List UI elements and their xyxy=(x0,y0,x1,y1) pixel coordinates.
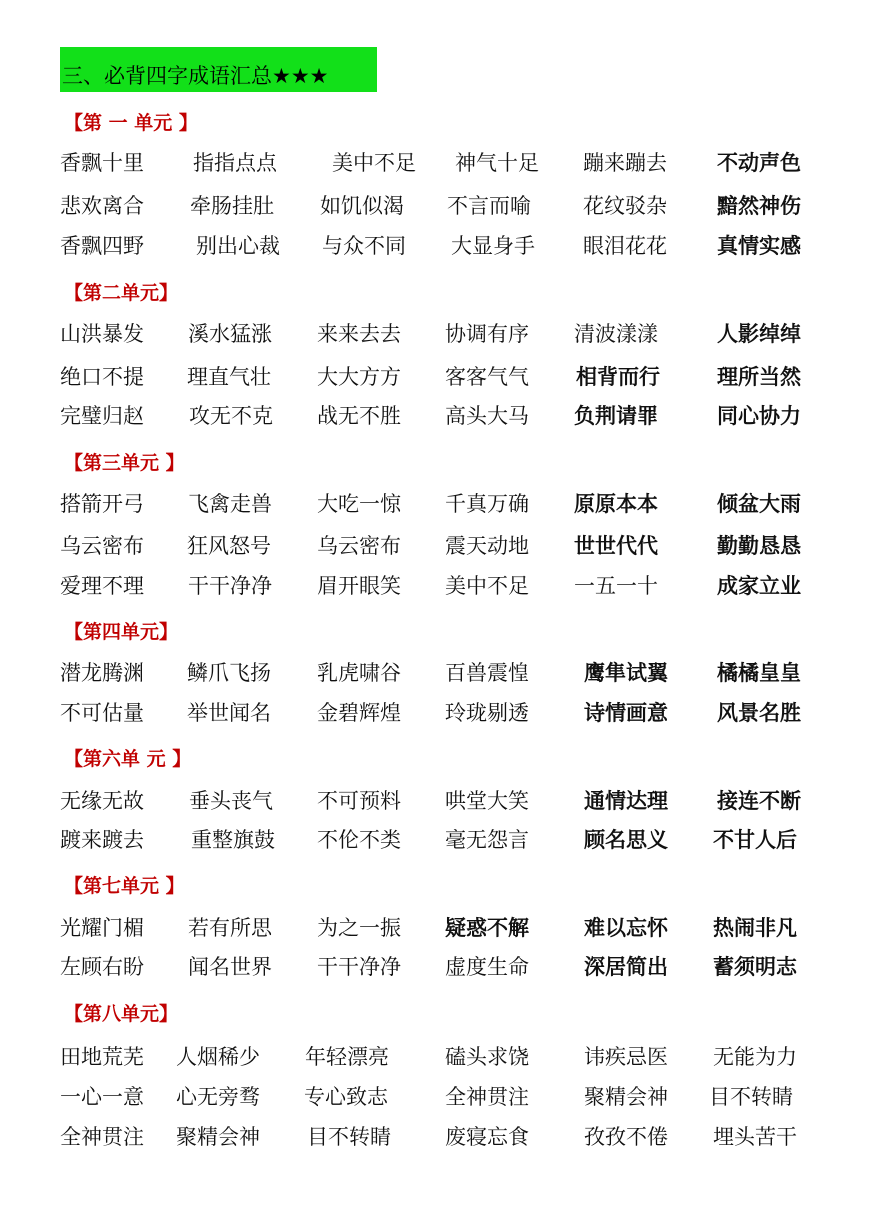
idiom-item: 心无旁骛 xyxy=(176,1085,260,1109)
idiom-item: 蓄须明志 xyxy=(713,955,797,979)
idiom-item: 聚精会神 xyxy=(584,1085,668,1109)
idiom-item: 踱来踱去 xyxy=(60,828,144,852)
idiom-item: 花纹驳杂 xyxy=(583,194,667,218)
idiom-item: 乳虎啸谷 xyxy=(317,661,401,685)
idiom-item: 哄堂大笑 xyxy=(445,789,529,813)
idiom-item: 清波漾漾 xyxy=(574,322,658,346)
idiom-row xyxy=(0,657,870,687)
idiom-item: 客客气气 xyxy=(445,365,529,389)
idiom-item: 深居简出 xyxy=(584,955,668,979)
idiom-item: 鳞爪飞扬 xyxy=(187,661,271,685)
idiom-item: 勤勤恳恳 xyxy=(717,534,801,558)
idiom-item: 飞禽走兽 xyxy=(188,492,272,516)
idiom-item: 风景名胜 xyxy=(717,701,801,725)
idiom-item: 香飘十里 xyxy=(60,151,144,175)
unit-heading: 【第八单元】 xyxy=(64,1003,179,1025)
idiom-item: 大显身手 xyxy=(451,234,535,258)
idiom-item: 神气十足 xyxy=(455,151,539,175)
idiom-item: 不甘人后 xyxy=(713,828,797,852)
idiom-item: 攻无不克 xyxy=(189,404,273,428)
idiom-item: 干干净净 xyxy=(317,955,401,979)
idiom-row xyxy=(0,570,870,600)
idiom-row xyxy=(0,361,870,391)
idiom-row xyxy=(0,488,870,518)
idiom-item: 牵肠挂肚 xyxy=(190,194,274,218)
unit-heading: 【第三单元 】 xyxy=(64,452,185,474)
idiom-item: 香飘四野 xyxy=(60,234,144,258)
idiom-item: 爱理不理 xyxy=(60,574,144,598)
idiom-item: 眉开眼笑 xyxy=(317,574,401,598)
idiom-item: 搭箭开弓 xyxy=(60,492,144,516)
idiom-row xyxy=(0,1041,870,1071)
idiom-item: 埋头苦干 xyxy=(713,1125,797,1149)
idiom-row xyxy=(0,400,870,430)
idiom-item: 左顾右盼 xyxy=(60,955,144,979)
idiom-item: 不言而喻 xyxy=(447,194,531,218)
idiom-item: 成家立业 xyxy=(717,574,801,598)
idiom-item: 狂风怒号 xyxy=(187,534,271,558)
idiom-row xyxy=(0,147,870,177)
idiom-item: 鹰隼试翼 xyxy=(584,661,668,685)
idiom-item: 顾名思义 xyxy=(584,828,668,852)
idiom-item: 金碧辉煌 xyxy=(317,701,401,725)
idiom-item: 世世代代 xyxy=(574,534,658,558)
idiom-item: 绝口不提 xyxy=(60,365,144,389)
idiom-item: 山洪暴发 xyxy=(60,322,144,346)
idiom-row xyxy=(0,912,870,942)
idiom-item: 举世闻名 xyxy=(187,701,271,725)
idiom-item: 美中不足 xyxy=(332,151,416,175)
idiom-item: 年轻漂亮 xyxy=(305,1045,389,1069)
unit-heading: 【第二单元】 xyxy=(64,282,179,304)
idiom-item: 负荆请罪 xyxy=(574,404,658,428)
idiom-item: 指指点点 xyxy=(193,151,277,175)
unit-heading: 【第 一 单元 】 xyxy=(64,112,198,134)
idiom-item: 无缘无故 xyxy=(60,789,144,813)
idiom-row xyxy=(0,1081,870,1111)
idiom-item: 理直气壮 xyxy=(187,365,271,389)
idiom-item: 震天动地 xyxy=(445,534,529,558)
idiom-item: 无能为力 xyxy=(713,1045,797,1069)
idiom-item: 毫无怨言 xyxy=(445,828,529,852)
idiom-row xyxy=(0,190,870,220)
idiom-row xyxy=(0,697,870,727)
idiom-item: 难以忘怀 xyxy=(584,916,668,940)
idiom-item: 倾盆大雨 xyxy=(717,492,801,516)
idiom-item: 蹦来蹦去 xyxy=(583,151,667,175)
idiom-item: 乌云密布 xyxy=(60,534,144,558)
idiom-item: 完璧归赵 xyxy=(60,404,144,428)
idiom-item: 战无不胜 xyxy=(317,404,401,428)
idiom-item: 玲珑剔透 xyxy=(445,701,529,725)
idiom-item: 热闹非凡 xyxy=(713,916,797,940)
unit-heading: 【第六单 元 】 xyxy=(64,748,192,770)
idiom-row xyxy=(0,530,870,560)
idiom-item: 废寝忘食 xyxy=(445,1125,529,1149)
idiom-item: 不可估量 xyxy=(60,701,144,725)
idiom-item: 乌云密布 xyxy=(317,534,401,558)
idiom-row xyxy=(0,230,870,260)
idiom-item: 溪水猛涨 xyxy=(188,322,272,346)
idiom-row xyxy=(0,318,870,348)
idiom-item: 不动声色 xyxy=(717,151,801,175)
idiom-item: 干干净净 xyxy=(188,574,272,598)
idiom-item: 讳疾忌医 xyxy=(584,1045,668,1069)
idiom-item: 目不转睛 xyxy=(307,1125,391,1149)
idiom-item: 高头大马 xyxy=(445,404,529,428)
idiom-item: 千真万确 xyxy=(445,492,529,516)
idiom-item: 如饥似渴 xyxy=(320,194,404,218)
idiom-item: 疑惑不解 xyxy=(445,916,529,940)
idiom-item: 原原本本 xyxy=(574,492,658,516)
idiom-item: 诗情画意 xyxy=(584,701,668,725)
idiom-item: 不伦不类 xyxy=(317,828,401,852)
idiom-row xyxy=(0,824,870,854)
idiom-item: 百兽震惶 xyxy=(445,661,529,685)
idiom-item: 重整旗鼓 xyxy=(191,828,275,852)
idiom-item: 磕头求饶 xyxy=(445,1045,529,1069)
idiom-row xyxy=(0,785,870,815)
idiom-item: 同心协力 xyxy=(717,404,801,428)
idiom-item: 大大方方 xyxy=(317,365,401,389)
idiom-item: 别出心裁 xyxy=(196,234,280,258)
idiom-item: 不可预料 xyxy=(317,789,401,813)
idiom-item: 专心致志 xyxy=(304,1085,388,1109)
idiom-item: 全神贯注 xyxy=(60,1125,144,1149)
idiom-item: 理所当然 xyxy=(717,365,801,389)
idiom-item: 真情实感 xyxy=(717,234,801,258)
idiom-item: 来来去去 xyxy=(317,322,401,346)
idiom-item: 闻名世界 xyxy=(188,955,272,979)
idiom-item: 大吃一惊 xyxy=(317,492,401,516)
idiom-item: 潜龙腾渊 xyxy=(60,661,144,685)
idiom-item: 聚精会神 xyxy=(176,1125,260,1149)
idiom-item: 孜孜不倦 xyxy=(584,1125,668,1149)
idiom-item: 眼泪花花 xyxy=(583,234,667,258)
idiom-item: 虚度生命 xyxy=(445,955,529,979)
idiom-item: 目不转睛 xyxy=(709,1085,793,1109)
idiom-item: 通情达理 xyxy=(584,789,668,813)
idiom-row xyxy=(0,1121,870,1151)
idiom-item: 若有所思 xyxy=(188,916,272,940)
idiom-item: 光耀门楣 xyxy=(60,916,144,940)
idiom-row xyxy=(0,951,870,981)
idiom-item: 一心一意 xyxy=(60,1085,144,1109)
unit-heading: 【第七单元 】 xyxy=(64,875,185,897)
idiom-item: 为之一振 xyxy=(317,916,401,940)
idiom-item: 田地荒芜 xyxy=(60,1045,144,1069)
idiom-item: 黯然神伤 xyxy=(717,194,801,218)
idiom-item: 相背而行 xyxy=(576,365,660,389)
unit-heading: 【第四单元】 xyxy=(64,621,179,643)
idiom-item: 垂头丧气 xyxy=(189,789,273,813)
idiom-item: 人影绰绰 xyxy=(717,322,801,346)
page-title: 三、必背四字成语汇总★★★ xyxy=(60,47,377,92)
idiom-item: 人烟稀少 xyxy=(176,1045,260,1069)
idiom-item: 悲欢离合 xyxy=(60,194,144,218)
idiom-item: 橘橘皇皇 xyxy=(717,661,801,685)
idiom-item: 美中不足 xyxy=(445,574,529,598)
idiom-item: 接连不断 xyxy=(717,789,801,813)
idiom-item: 全神贯注 xyxy=(445,1085,529,1109)
idiom-item: 协调有序 xyxy=(445,322,529,346)
idiom-item: 一五一十 xyxy=(574,574,658,598)
idiom-item: 与众不同 xyxy=(322,234,406,258)
